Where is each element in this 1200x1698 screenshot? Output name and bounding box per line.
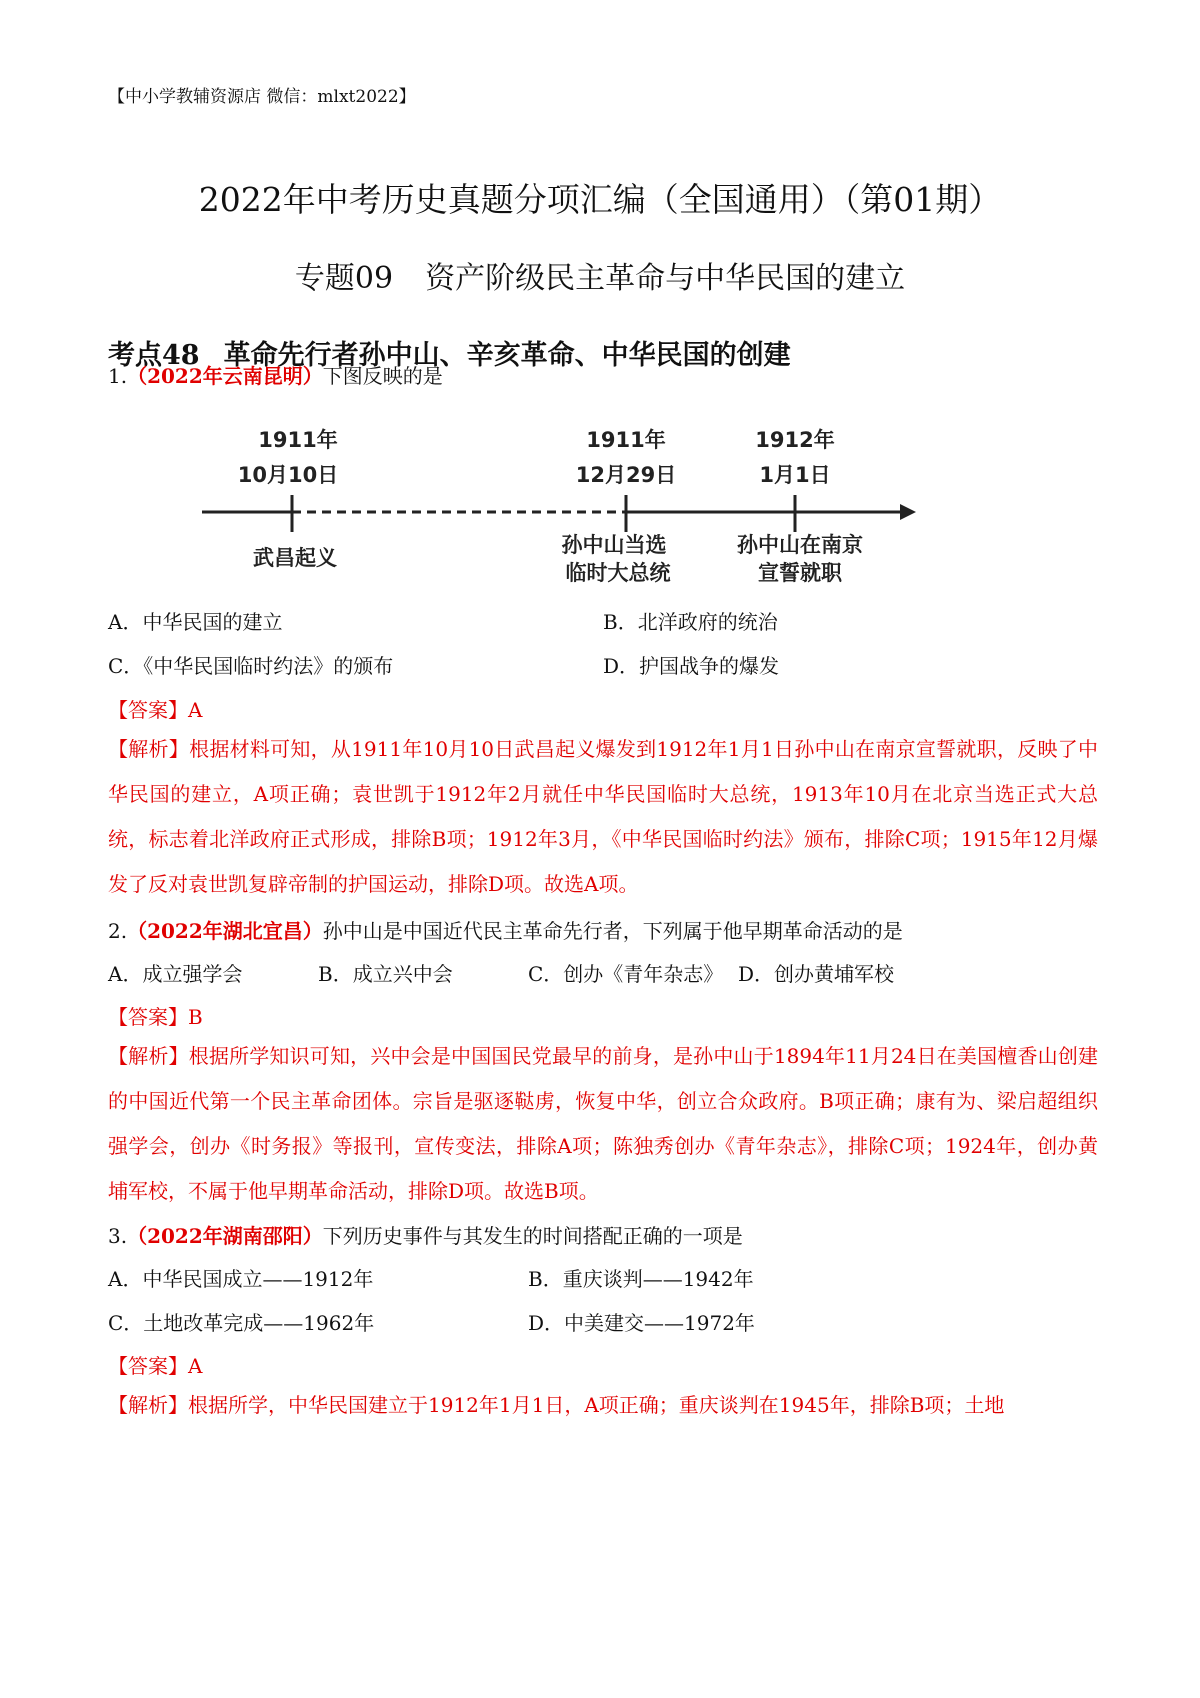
section-prefix: 考点48 [108,340,200,371]
main-title: 2022年中考历史真题分项汇编（全国通用）（第01期） [198,180,1002,219]
question-text: 下图反映的是 [322,364,443,388]
analysis-text: 根据所学知识可知，兴中会是中国国民党最早的前身，是孙中山于1894年11月24日在美国檀香山创建的中国近代第一个民主革命团体。宗旨是驱逐鞑虏，恢复中华，创立合众政府。B项正确；康有为、梁启超组织强学会，创办《时务报》等报刊，宣传变法，排除A项；陈独秀创办《青年杂志》，排除C项；1924年，创办黄埔军校，不属于他早期革命活动，排除D项。故选B项。 [108,1044,1099,1203]
answer-label: 【答案】 [108,1005,188,1029]
option-d: D．护国战争的爆发 [603,654,780,678]
answer-line [108,694,202,723]
answer-label: 【答案】 [108,698,188,722]
option-a: A．中华民国的建立 [108,610,283,634]
timeline-date-3: 1月1日 [759,463,831,487]
header-note: 【中小学教辅资源店 微信：mlxt2022】 [108,87,416,107]
timeline-figure [200,428,1000,655]
timeline-date-2: 12月29日 [575,463,677,487]
question-3-stem [108,1220,743,1249]
question-number: 3. [108,1224,128,1248]
question-text: 孙中山是中国近代民主革命先行者，下列属于他早期革命活动的是 [322,919,903,943]
answer-value: A [188,698,203,722]
option-c: C．创办《青年杂志》 [528,962,724,986]
option-c: C．《中华民国临时约法》的颁布 [108,654,394,678]
question-source: （2022年湖北宜昌） [127,919,323,943]
timeline-event-2b: 临时大总统 [565,561,671,585]
timeline-year-2: 1911年 [586,428,666,452]
answer-line [108,1350,202,1379]
sub-title-prefix: 专题09 [294,261,394,296]
timeline-event-2a: 孙中山当选 [561,533,667,557]
section-text: 革命先行者孙中山、辛亥革命、中华民国的创建 [223,340,791,371]
option-c: C．土地改革完成——1962年 [108,1311,375,1335]
question-text: 下列历史事件与其发生的时间搭配正确的一项是 [322,1224,743,1248]
timeline-arrow-head [900,504,916,520]
analysis-paragraph [108,727,1098,907]
timeline-year-3: 1912年 [755,428,835,452]
answer-line [108,1001,203,1030]
analysis-paragraph [108,1383,1098,1428]
analysis-paragraph [108,1034,1098,1214]
question-number: 1. [108,364,128,388]
option-b: B．成立兴中会 [318,962,453,986]
option-b: B．重庆谈判——1942年 [528,1267,754,1291]
analysis-text: 根据材料可知，从1911年10月10日武昌起义爆发到1912年1月1日孙中山在南京宣誓就职，反映了中华民国的建立，A项正确；袁世凯于1912年2月就任中华民国临时大总统，1913年10月在北京当选正式大总统，标志着北洋政府正式形成，排除B项；1912年3月，《中华民国临时约法》颁布，排除C项；1915年12月爆发了反对袁世凯复辟帝制的护国运动，排除D项。故选A项。 [108,737,1098,896]
timeline-year-1: 1911年 [258,428,338,452]
question-1-stem [108,360,443,389]
question-source: （2022年湖南邵阳） [127,1224,323,1248]
option-b: B．北洋政府的统治 [603,610,778,634]
answer-label: 【答案】 [108,1354,188,1378]
analysis-label: 【解析】 [108,737,190,761]
question-2-stem [108,915,903,944]
sub-title [0,253,1200,297]
sub-title-text: 资产阶级民主革命与中华民国的建立 [425,261,906,296]
answer-value: A [188,1354,203,1378]
analysis-label: 【解析】 [108,1044,189,1068]
question-source: （2022年云南昆明） [127,364,323,388]
option-d: D．创办黄埔军校 [738,962,895,986]
option-d: D．中美建交——1972年 [528,1311,755,1335]
timeline-date-1: 10月10日 [237,463,339,487]
option-a: A．中华民国成立——1912年 [108,1267,374,1291]
timeline-event-3b: 宣誓就职 [758,561,842,585]
analysis-text: 根据所学，中华民国建立于1912年1月1日，A项正确；重庆谈判在1945年，排除B项；土地 [188,1393,1005,1417]
question-number: 2. [108,919,128,943]
timeline-event-1: 武昌起义 [253,546,337,570]
timeline-event-3a: 孙中山在南京 [737,533,863,557]
answer-value: B [188,1005,203,1029]
analysis-label: 【解析】 [108,1393,188,1417]
option-a: A．成立强学会 [108,962,243,986]
